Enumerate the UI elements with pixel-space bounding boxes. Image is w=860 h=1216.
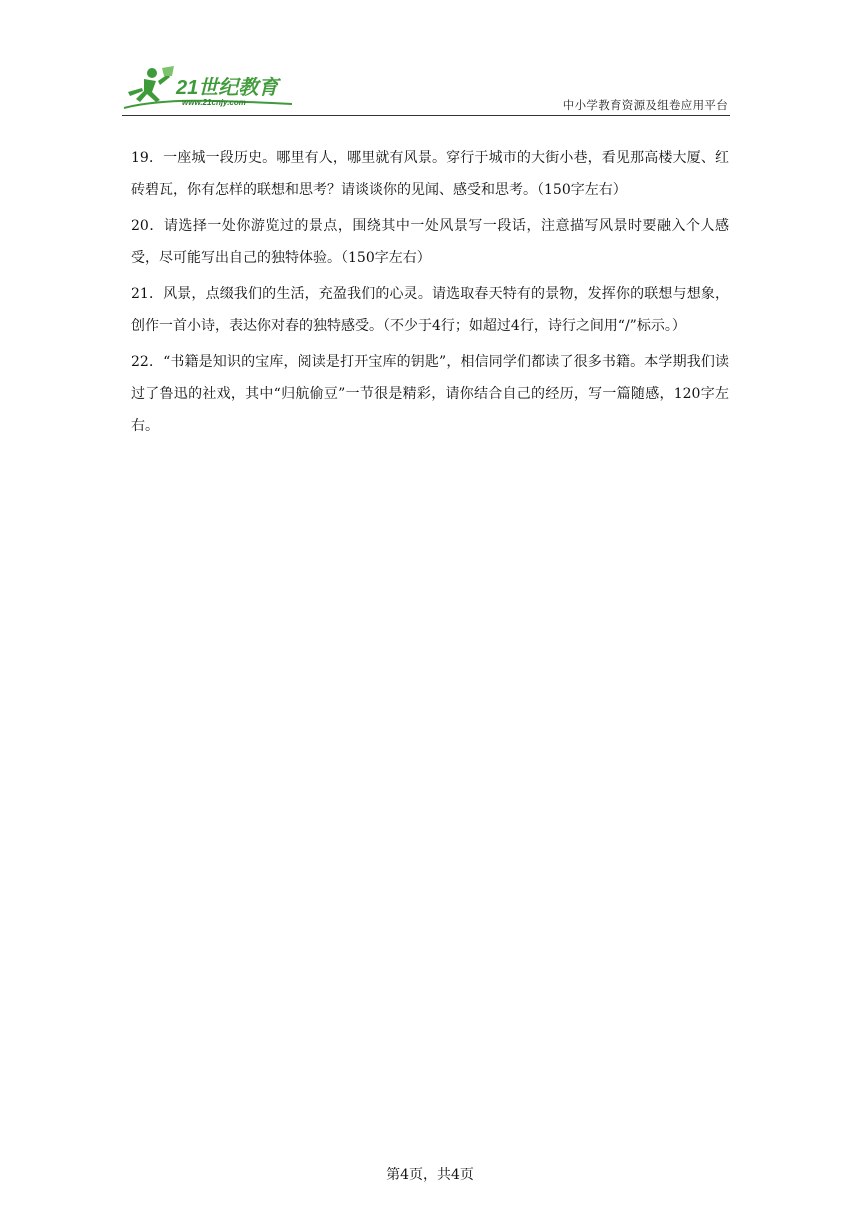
logo-url: www.21cnjy.com — [182, 98, 246, 107]
header-divider — [122, 115, 730, 116]
question-list — [131, 142, 729, 446]
question-21: 21．风景，点缀我们的生活，充盈我们的心灵。请选取春天特有的景物，发挥你的联想与想象，创作一首小诗，表达你对春的独特感受。（不少于4行；如超过4行，诗行之间用“/”标示。） — [131, 286, 729, 334]
question-20: 20．请选择一处你游览过的景点，围绕其中一处风景写一段话，注意描写风景时要融入个人感受，尽可能写出自己的独特体验。（150字左右） — [131, 218, 729, 266]
question-22: 22．“书籍是知识的宝库，阅读是打开宝库的钥匙”，相信同学们都读了很多书籍。本学期我们读过了鲁迅的社戏，其中“归航偷豆”一节很是精彩，请你结合自己的经历，写一篇随感，120字左右。 — [131, 354, 729, 434]
platform-title: 中小学教育资源及组卷应用平台 — [562, 98, 728, 112]
page-header — [122, 64, 730, 116]
logo-21cnjy — [122, 64, 297, 112]
runner-icon — [128, 66, 174, 102]
page-number: 第4页，共4页 — [386, 1167, 474, 1183]
question-19: 19．一座城一段历史。哪里有人，哪里就有风景。穿行于城市的大街小巷，看见那高楼大厦、红砖碧瓦，你有怎样的联想和思考？请谈谈你的见闻、感受和思考。（150字左右） — [131, 150, 729, 198]
logo-text: 21世纪教育 — [176, 77, 279, 99]
